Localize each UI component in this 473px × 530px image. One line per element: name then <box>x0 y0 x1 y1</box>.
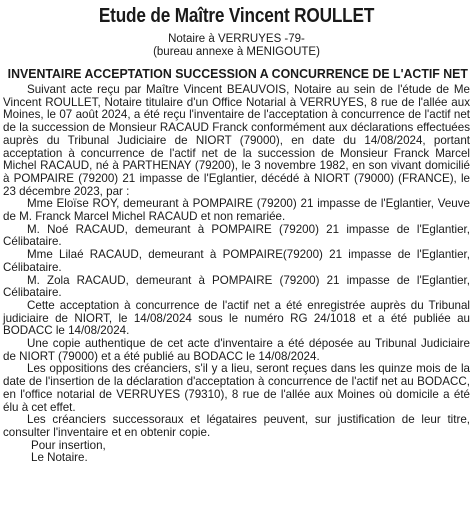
deposit-paragraph: Une copie authentique de cet acte d'inventaire a été déposée au Tribunal Judiciaire de NIORT (79000) et a été publié au BODACC le 14/08/2024. <box>3 337 470 363</box>
notice-title: Etude de Maître Vincent ROULLET <box>98 5 375 27</box>
annex-office-line: (bureau annexe à MENIGOUTE) <box>153 46 320 58</box>
heir-paragraph: M. Zola RACAUD, demeurant à POMPAIRE (79200) 21 impasse de l'Eglantier, Célibataire. <box>3 273 470 300</box>
notice-body <box>3 84 470 465</box>
heir-paragraph: Mme Eloïse ROY, demeurant à POMPAIRE (79200) 21 impasse de l'Eglantier, Veuve de M. Franck Marcel Michel RACAUD et non remariée. <box>3 197 470 224</box>
closing-line: Pour insertion, <box>31 438 106 452</box>
registration-paragraph: Cette acceptation à concurrence de l'actif net a été enregistrée auprès du Tribunal judiciaire de NIORT, le 14/08/2024 sous le numéro RG 24/1018 et a été publiée au BODACC le 14/08/2024. <box>3 298 470 338</box>
intro-paragraph: Suivant acte reçu par Maître Vincent BEAUVOIS, Notaire au sein de l'étude de Me Vincent ROULLET, Notaire titulaire d'un Office Notarial à VERRUYES, 8 rue de l'allée aux Moines, le 07 août 2024, a été reçu l'inventaire de l'acceptation à concurrence de l'actif net de la succession de Monsieur RACAUD Franck conformément aux déclarations effectuées auprès du Tribunal Judiciaire de NIORT (79000), en date du 14/08/2024, portant acceptation à concurrence de l'actif net de la succession de Monsieur Franck Marcel Michel RACAUD, né à PARTHENAY (79200), le 3 novembre 1982, en son vivant domicilié à POMPAIRE (79200) 21 impasse de l'Eglantier, décédé à NIORT (79000) (FRANCE), le 23 décembre 2023, par : <box>3 83 470 198</box>
heir-paragraph: Mme Lilaé RACAUD, demeurant à POMPAIRE(79200) 21 impasse de l'Eglantier, Célibataire. <box>3 248 470 274</box>
legal-notice <box>3 0 470 465</box>
notary-office-line: Notaire à VERRUYES -79- <box>168 33 305 45</box>
oppositions-paragraph: Les oppositions des créanciers, s'il y a lieu, seront reçues dans les quinze mois de la date de l'insertion de la déclaration d'acceptation à concurrence de l'actif net au BODACC, en l'office notarial de VERRUYES (79310), 8 rue de l'allée aux Moines où domicile a été élu à cet effet. <box>3 362 470 414</box>
heir-paragraph: M. Noé RACAUD, demeurant à POMPAIRE (79200) 21 impasse de l'Eglantier, Célibataire. <box>3 222 470 249</box>
creditors-paragraph: Les créanciers successoraux et légataires peuvent, sur justification de leur titre, consulter l'inventaire et en obtenir copie. <box>3 413 470 439</box>
notice-heading: INVENTAIRE ACCEPTATION SUCCESSION A CONCURRENCE DE L'ACTIF NET <box>7 67 468 81</box>
signature-line: Le Notaire. <box>31 451 88 465</box>
